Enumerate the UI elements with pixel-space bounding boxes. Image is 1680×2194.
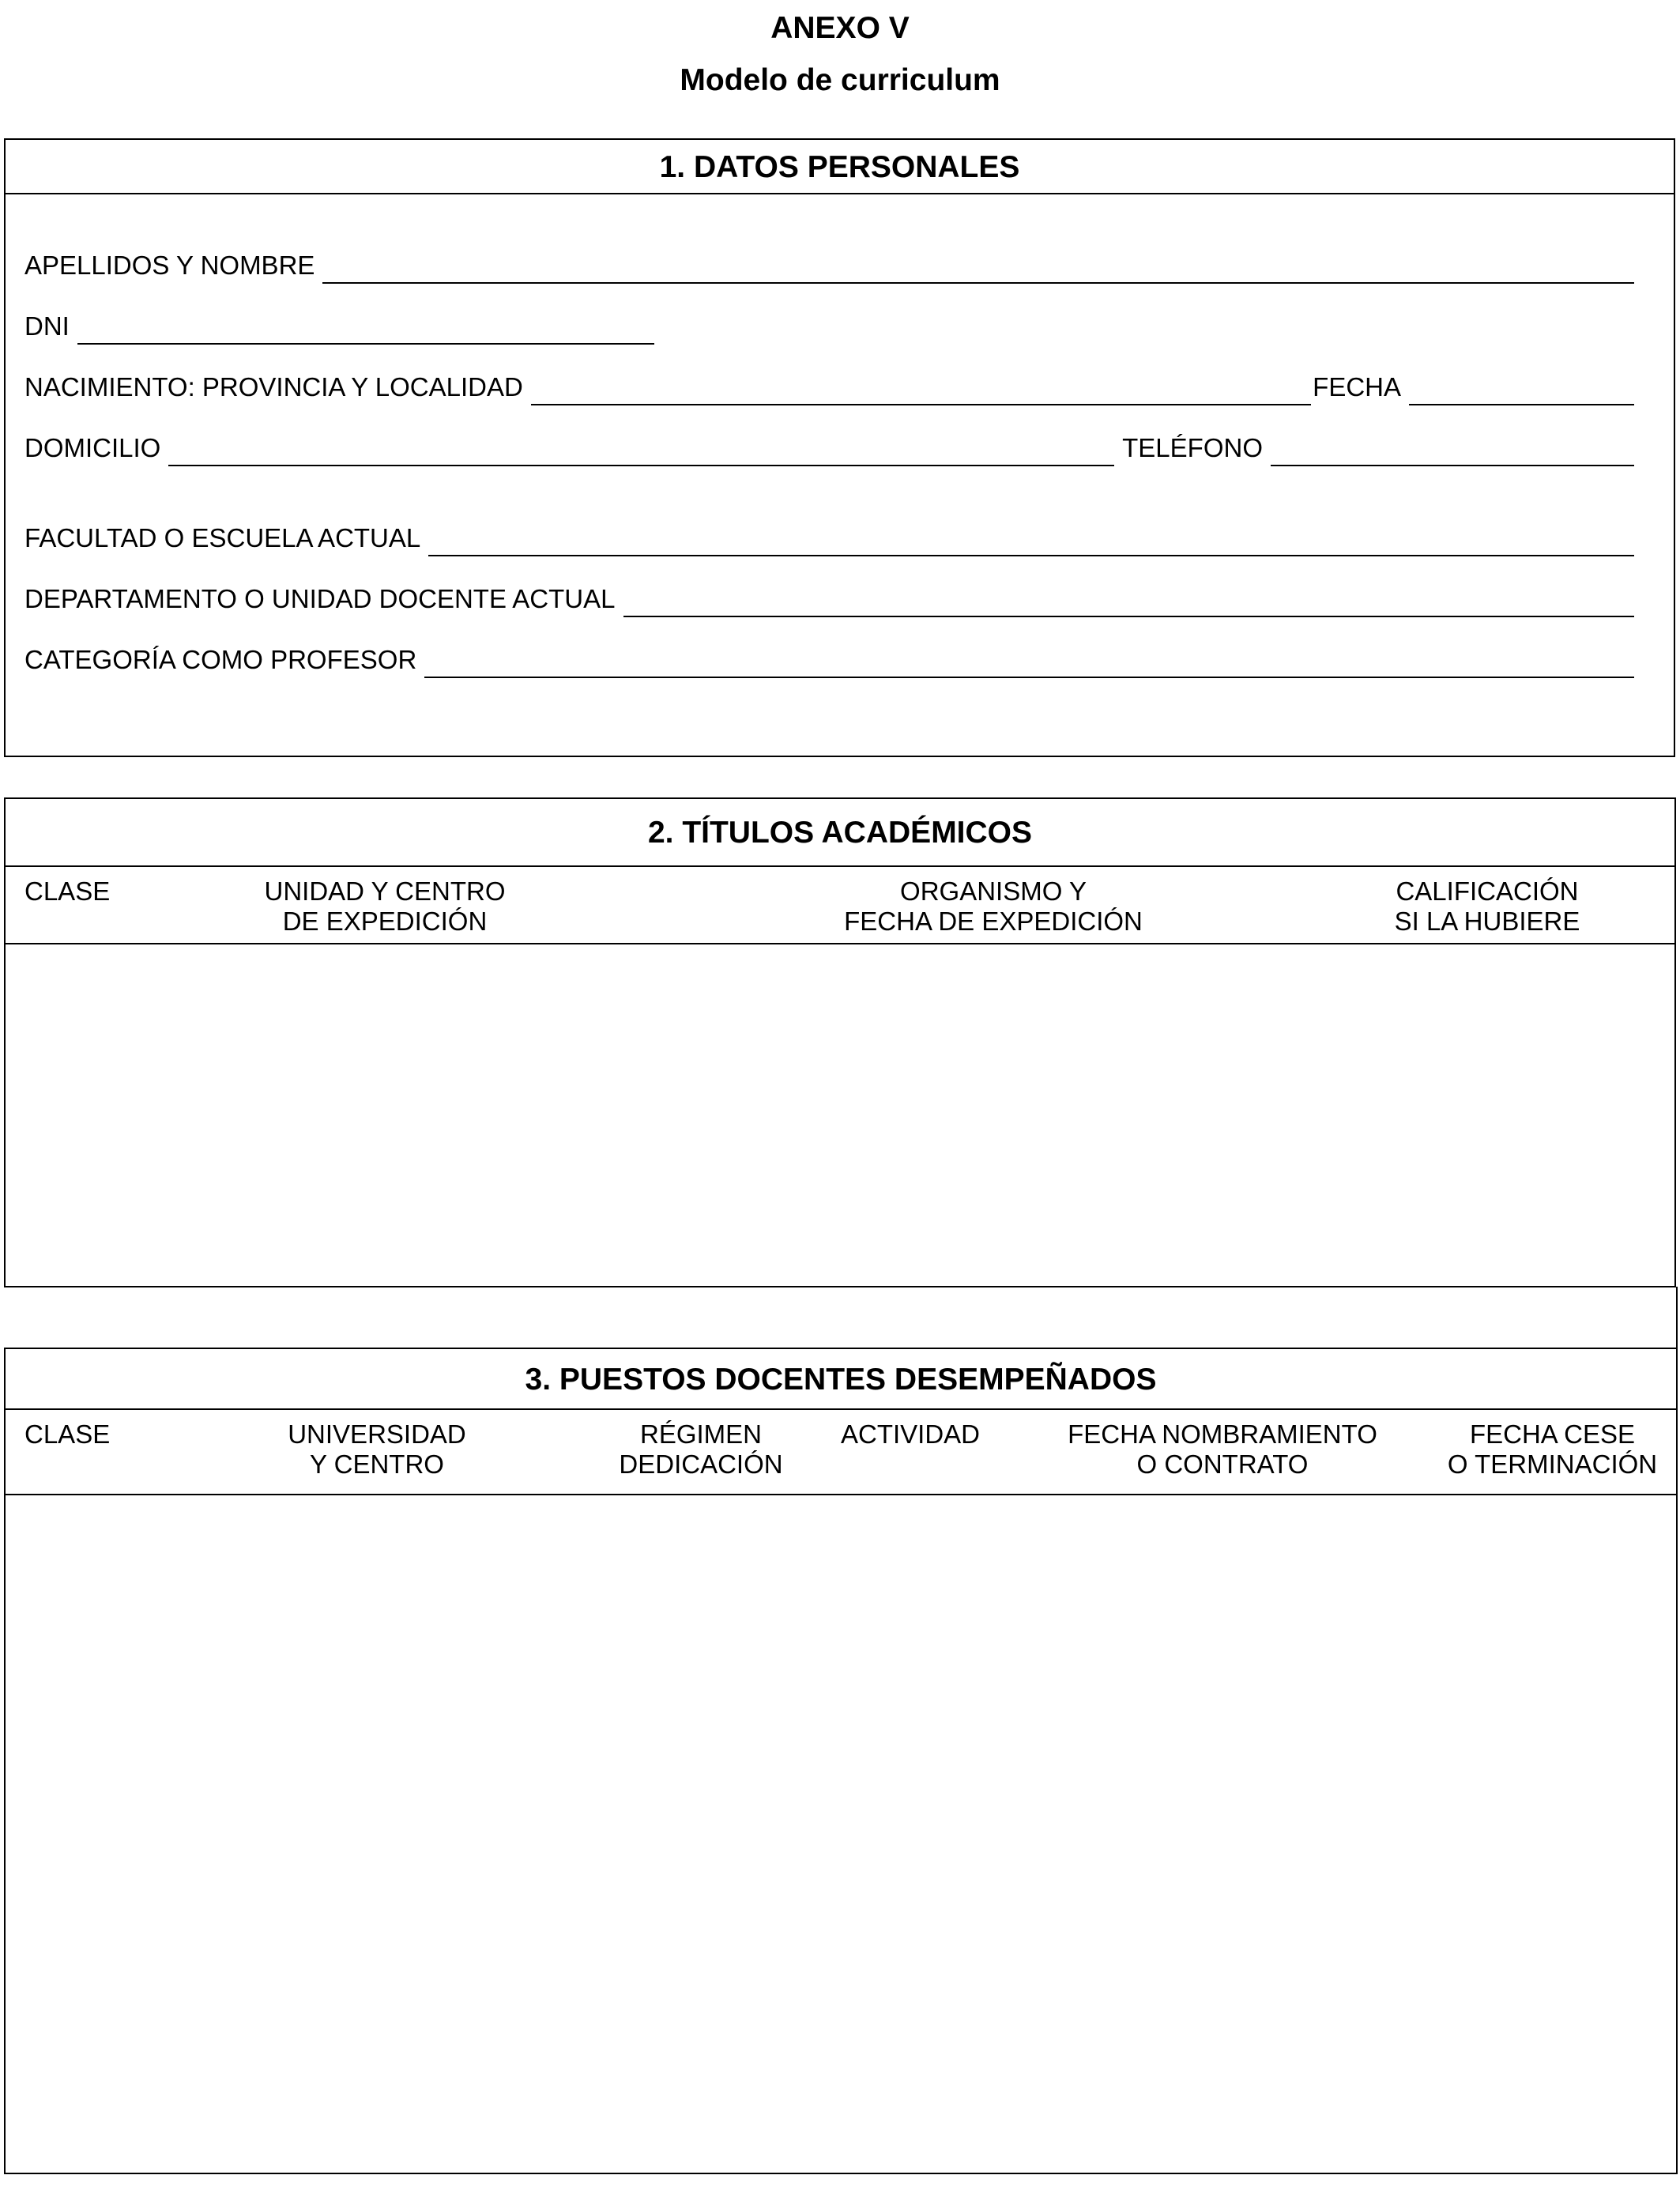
field-row-dni <box>24 311 1634 345</box>
apellidos-field[interactable] <box>322 254 1634 284</box>
departamento-label: DEPARTAMENTO O UNIDAD DOCENTE ACTUAL <box>24 584 616 613</box>
teaching-positions-column-headers <box>6 1410 1676 1495</box>
column-header: CALIFICACIÓN SI LA HUBIERE <box>1394 876 1580 936</box>
domicilio-field[interactable] <box>168 436 1114 466</box>
field-row-apellidos <box>24 251 1634 284</box>
categoria-field[interactable] <box>424 648 1634 678</box>
academic-titles-entry-area[interactable] <box>6 944 1674 1286</box>
column-header: RÉGIMEN DEDICACIÓN <box>619 1419 783 1479</box>
fecha-label: FECHA <box>1313 372 1401 401</box>
column-header: UNIDAD Y CENTRO DE EXPEDICIÓN <box>264 876 506 936</box>
form-subtitle: Modelo de curriculum <box>680 63 1000 97</box>
nacimiento-label: NACIMIENTO: PROVINCIA Y LOCALIDAD <box>24 372 523 401</box>
column-header: FECHA NOMBRAMIENTO O CONTRATO <box>1068 1419 1377 1479</box>
section-teaching-positions-title: 3. PUESTOS DOCENTES DESEMPEÑADOS <box>6 1349 1676 1410</box>
fecha-field[interactable] <box>1409 375 1634 405</box>
academic-titles-column-headers <box>6 867 1674 944</box>
annex-title: ANEXO V <box>770 11 910 45</box>
dni-field[interactable] <box>77 315 654 345</box>
departamento-field[interactable] <box>623 587 1635 617</box>
section-academic-titles <box>4 797 1676 1287</box>
field-row-categoria <box>24 645 1634 678</box>
field-row-facultad <box>24 523 1634 556</box>
facultad-label: FACULTAD O ESCUELA ACTUAL <box>24 523 421 552</box>
teaching-positions-entry-area[interactable] <box>6 1495 1676 2173</box>
column-header: ACTIVIDAD <box>840 1419 981 1449</box>
field-row-departamento <box>24 584 1634 617</box>
column-header: UNIVERSIDAD Y CENTRO <box>288 1419 466 1479</box>
field-row-nacimiento <box>24 372 1634 405</box>
facultad-field[interactable] <box>428 526 1634 556</box>
column-header: FECHA CESE O TERMINACIÓN <box>1447 1419 1658 1479</box>
column-header: ORGANISMO Y FECHA DE EXPEDICIÓN <box>844 876 1143 936</box>
column-header: CLASE <box>24 876 111 906</box>
column-header: CLASE <box>24 1419 111 1449</box>
section-academic-titles-title: 2. TÍTULOS ACADÉMICOS <box>6 799 1674 867</box>
apellidos-label: APELLIDOS Y NOMBRE <box>24 251 315 280</box>
section-teaching-positions <box>4 1348 1678 2174</box>
categoria-label: CATEGORÍA COMO PROFESOR <box>24 645 417 674</box>
field-row-domicilio <box>24 433 1634 466</box>
telefono-field[interactable] <box>1271 436 1634 466</box>
section-personal-data-title: 1. DATOS PERSONALES <box>6 140 1674 194</box>
domicilio-label: DOMICILIO <box>24 433 161 462</box>
section-personal-data <box>4 138 1675 757</box>
nacimiento-field[interactable] <box>531 375 1311 405</box>
section-divider-frame <box>4 1287 1678 1350</box>
telefono-label: TELÉFONO <box>1122 433 1263 462</box>
dni-label: DNI <box>24 311 70 341</box>
